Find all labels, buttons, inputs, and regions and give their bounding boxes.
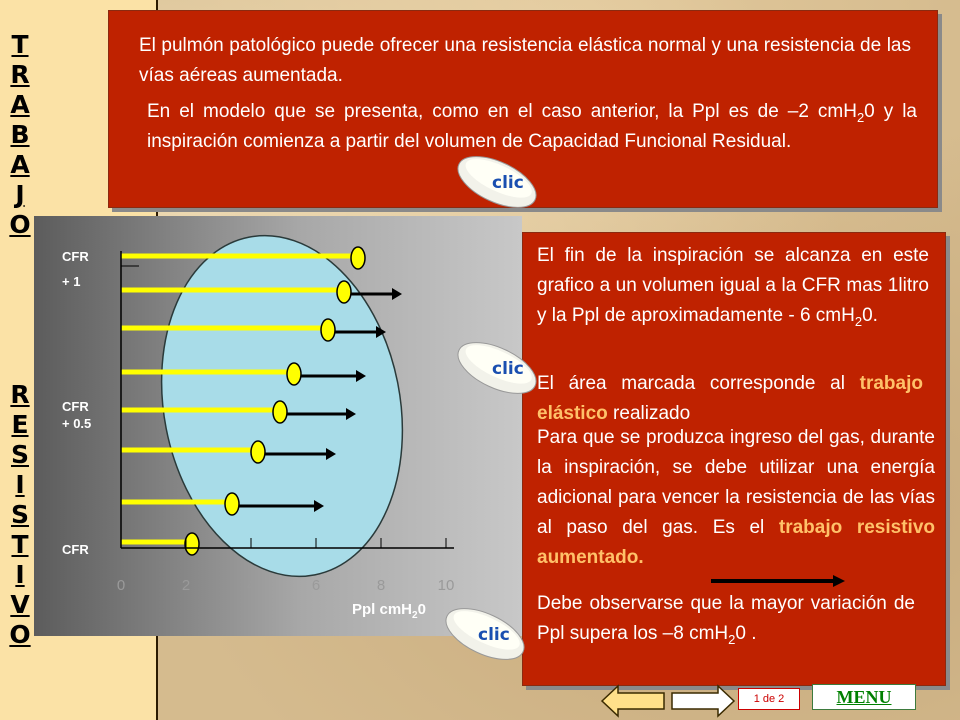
title-letter: O — [9, 620, 31, 649]
title-letter: A — [10, 90, 30, 119]
page-indicator: 1 de 2 — [738, 688, 800, 710]
y-label-cfr-1-sub: + 1 — [62, 274, 81, 289]
bar-endpoint — [351, 247, 365, 269]
clic-button-1[interactable] — [452, 152, 542, 212]
x-axis-label: Ppl cmH$_2$0 — [352, 601, 426, 621]
x-tick-label: 4 — [246, 577, 256, 594]
bar-endpoint — [337, 281, 351, 303]
bar-endpoint — [185, 533, 199, 555]
explanation-paragraph-4: Debe observarse que la mayor variación de Ppl supera los –8 cmH$_2$0 . — [537, 593, 915, 647]
title-letter: V — [10, 590, 30, 619]
back-arrow-button[interactable] — [600, 684, 666, 718]
title-letter: E — [11, 410, 29, 439]
title-letter: I — [15, 470, 25, 499]
bar-endpoint — [273, 401, 287, 423]
arrow-head — [392, 288, 402, 300]
clic-button-2[interactable] — [452, 338, 542, 398]
explanation-panel — [522, 232, 946, 686]
explanation-paragraph-1: El fin de la inspiración se alcanza en este grafico a un volumen igual a la CFR mas 1litro y la Ppl de aproximadamente - 6 cmH$_2$0. — [537, 245, 929, 329]
bar-endpoint — [225, 493, 239, 515]
title-letter: S — [10, 500, 29, 529]
bar-endpoint — [251, 441, 265, 463]
intro-paragraph-2: En el modelo que se presenta, como en el caso anterior, la Ppl es de –2 cmH$_2$0 y la inspiración comienza a partir del volumen de Capacidad Funcional Residual. — [147, 101, 918, 152]
title-letter: I — [15, 560, 25, 589]
y-label-cfr-05: CFR — [62, 399, 89, 414]
x-tick-label: 10 — [437, 577, 455, 594]
title-letter: T — [11, 530, 29, 559]
title-trabajo — [0, 30, 40, 240]
title-letter: T — [11, 30, 29, 59]
arrow-legend-icon — [709, 573, 849, 589]
x-tick-label: 6 — [311, 577, 321, 594]
x-tick-label: 8 — [376, 577, 386, 594]
title-letter: O — [9, 210, 31, 239]
y-label-cfr-05-sub: + 0.5 — [62, 416, 92, 431]
bar-endpoint — [287, 363, 301, 385]
title-letter: A — [10, 150, 30, 179]
menu-button[interactable]: MENU — [812, 684, 916, 710]
title-letter: S — [10, 440, 29, 469]
clic-label: clic — [478, 625, 510, 645]
title-letter: R — [10, 380, 30, 409]
bar-endpoint — [321, 319, 335, 341]
y-label-cfr-1: CFR — [62, 249, 89, 264]
x-tick-label: 2 — [181, 577, 191, 594]
title-letter: R — [10, 60, 30, 89]
explanation-paragraph-3: Para que se produzca ingreso del gas, durante la inspiración, se debe utilizar una energía adicional para vencer la resistencia de las vías al paso del gas. Es el trabajo resistivo aumentado. — [537, 427, 936, 568]
x-tick-label: 0 — [116, 577, 126, 594]
explanation-paragraph-2: El área marcada corresponde al trabajo elástico realizado — [537, 373, 923, 424]
y-label-cfr: CFR — [62, 542, 89, 557]
clic-label: clic — [492, 173, 524, 193]
forward-arrow-button[interactable] — [670, 684, 736, 718]
clic-button-3[interactable] — [440, 604, 530, 664]
intro-paragraph-1: El pulmón patológico puede ofrecer una resistencia elástica normal y una resistencia de las vías aéreas aumentada. — [139, 35, 911, 86]
title-letter: B — [10, 120, 30, 149]
title-letter: J — [15, 180, 25, 209]
clic-label: clic — [492, 359, 524, 379]
pressure-volume-chart — [34, 216, 522, 636]
